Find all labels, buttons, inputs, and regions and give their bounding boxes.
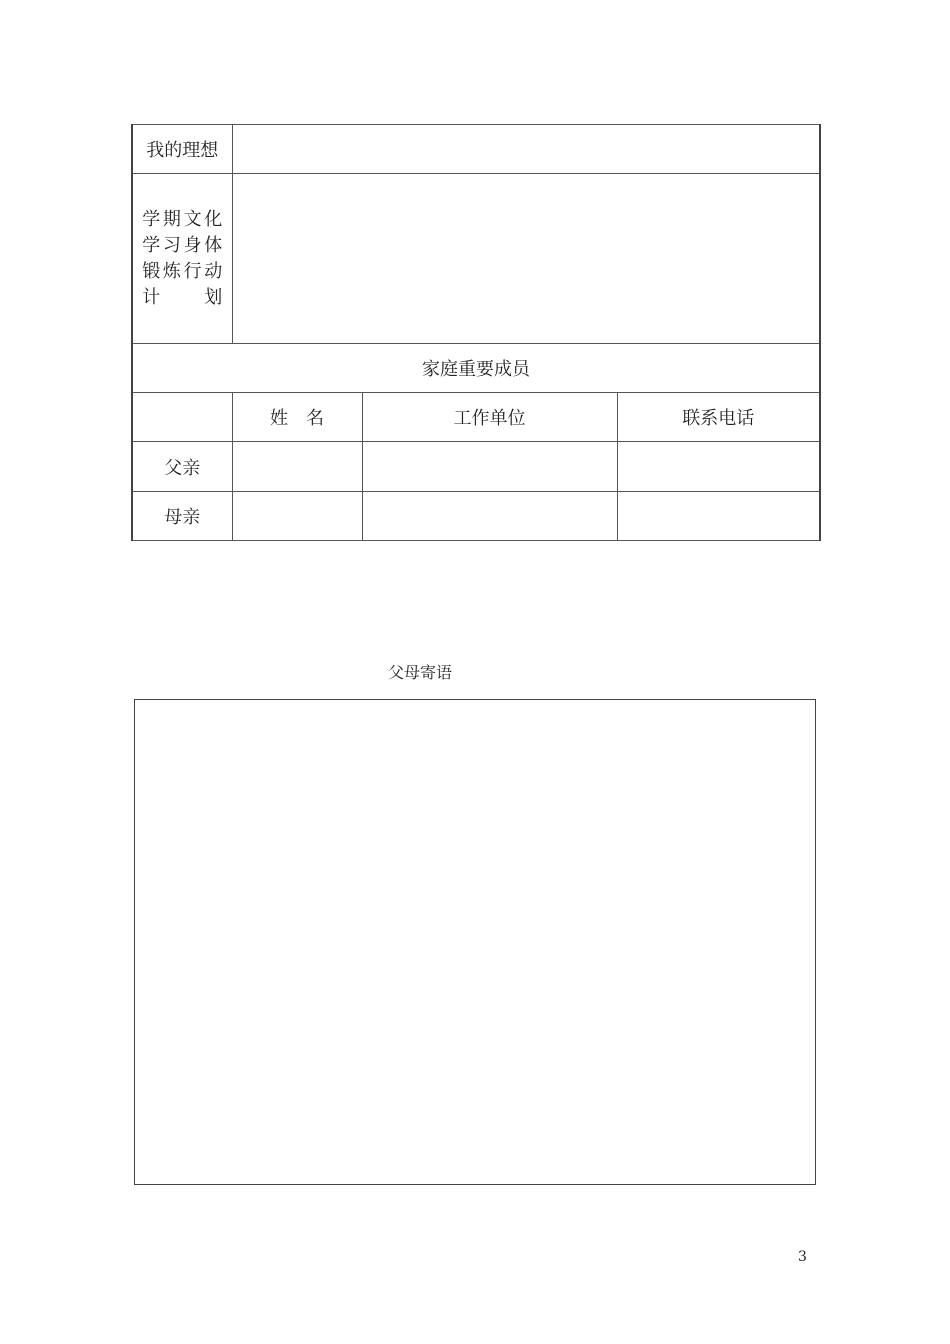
father-phone-field[interactable]	[617, 442, 820, 492]
plan-label-line: 计 划	[142, 286, 223, 308]
father-work-unit-field[interactable]	[362, 442, 617, 492]
page-number: 3	[798, 1249, 807, 1265]
column-header-phone: 联系电话	[617, 393, 820, 442]
student-info-form	[131, 124, 821, 541]
plan-row	[132, 174, 820, 344]
mother-work-unit-field[interactable]	[362, 492, 617, 541]
relation-label: 母亲	[132, 492, 232, 541]
ideal-row	[132, 125, 820, 174]
family-section-row	[132, 344, 820, 393]
mother-phone-field[interactable]	[617, 492, 820, 541]
parents-message-title: 父母寄语	[388, 663, 453, 682]
parents-message-box[interactable]	[134, 699, 816, 1185]
family-header-row	[132, 393, 820, 442]
ideal-label: 我的理想	[132, 125, 232, 174]
relation-label: 父亲	[132, 442, 232, 492]
ideal-field[interactable]	[232, 125, 820, 174]
mother-name-field[interactable]	[232, 492, 362, 541]
header-empty-cell	[132, 393, 232, 442]
column-header-name: 姓 名	[232, 393, 362, 442]
column-header-work-unit: 工作单位	[362, 393, 617, 442]
plan-field[interactable]	[232, 174, 820, 344]
father-name-field[interactable]	[232, 442, 362, 492]
family-section-title: 家庭重要成员	[132, 344, 820, 393]
plan-label-line: 学期文化	[142, 208, 223, 230]
plan-label-line: 学习身体	[142, 234, 223, 256]
table-row	[132, 442, 820, 492]
plan-label-line: 锻炼行动	[142, 260, 223, 282]
plan-label	[132, 174, 232, 344]
table-row	[132, 492, 820, 541]
